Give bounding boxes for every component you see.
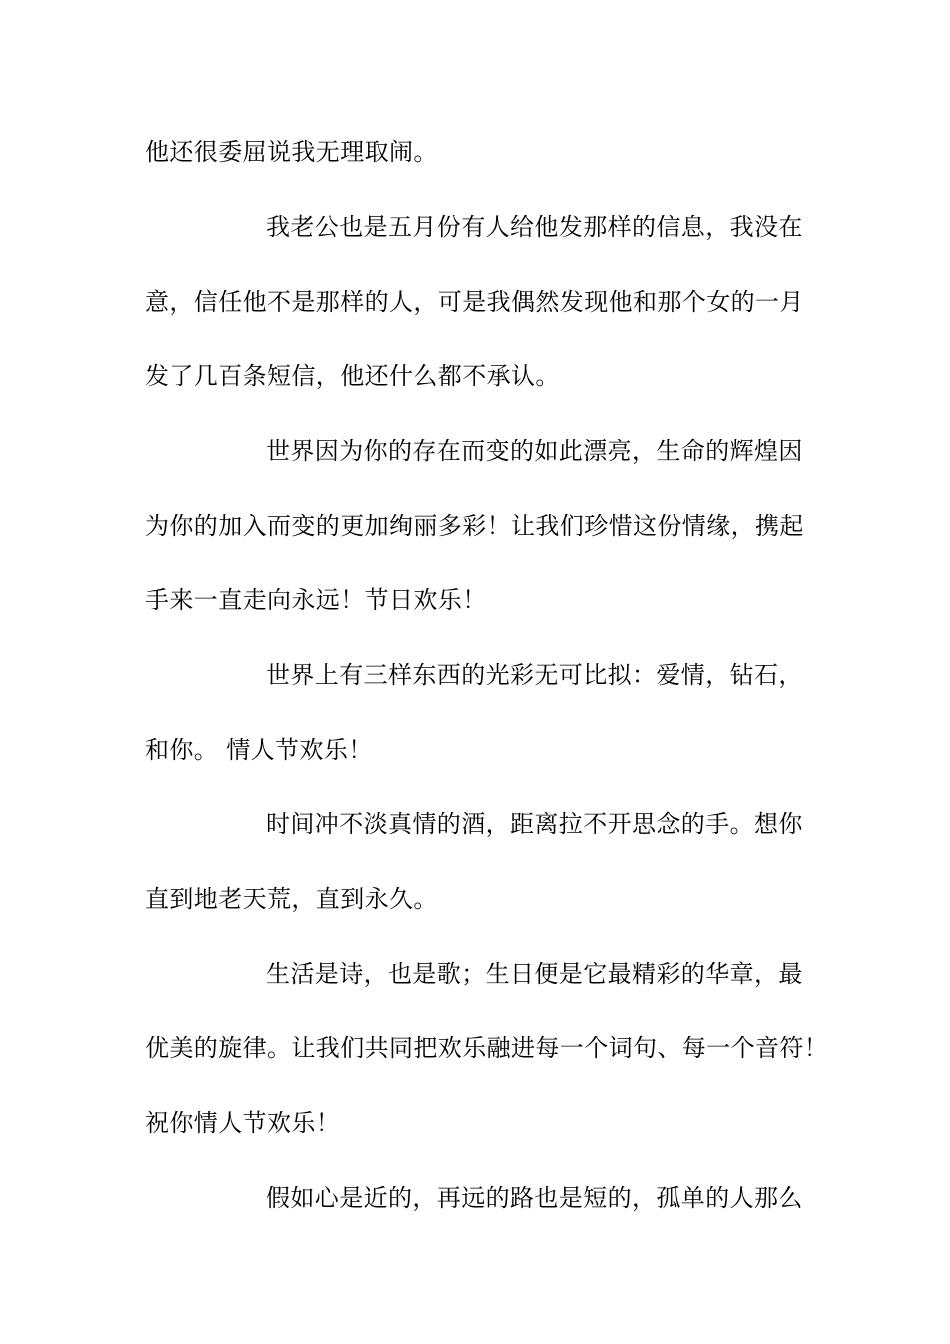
paragraph-line: 直到地老天荒，直到永久。 (145, 885, 438, 913)
paragraph-line: 优美的旋律。让我们共同把欢乐融进每一个词句、每一个音符！ (145, 1034, 829, 1062)
paragraph-line: 我老公也是五月份有人给他发那样的信息，我没在 (266, 213, 803, 241)
paragraph-line: 和你。 情人节欢乐！ (145, 736, 373, 764)
paragraph-line: 他还很委屈说我无理取闹。 (145, 138, 438, 166)
paragraph-line: 时间冲不淡真情的酒，距离拉不开思念的手。想你 (266, 810, 803, 838)
paragraph-line: 发了几百条短信，他还什么都不承认。 (145, 362, 560, 390)
paragraph-line: 意，信任他不是那样的人，可是我偶然发现他和那个女的一月 (145, 288, 804, 316)
paragraph-line: 为你的加入而变的更加绚丽多彩！让我们珍惜这份情缘，携起 (145, 512, 804, 540)
paragraph-line: 手来一直走向永远！节日欢乐！ (145, 586, 487, 614)
paragraph-line: 世界上有三样东西的光彩无可比拟：爱情，钻石， (266, 661, 803, 689)
paragraph-line: 祝你情人节欢乐！ (145, 1109, 341, 1137)
paragraph-line: 假如心是近的，再远的路也是短的，孤单的人那么 (266, 1184, 803, 1212)
paragraph-line: 世界因为你的存在而变的如此漂亮，生命的辉煌因 (266, 437, 803, 465)
paragraph-line: 生活是诗，也是歌；生日便是它最精彩的华章，最 (266, 960, 803, 988)
